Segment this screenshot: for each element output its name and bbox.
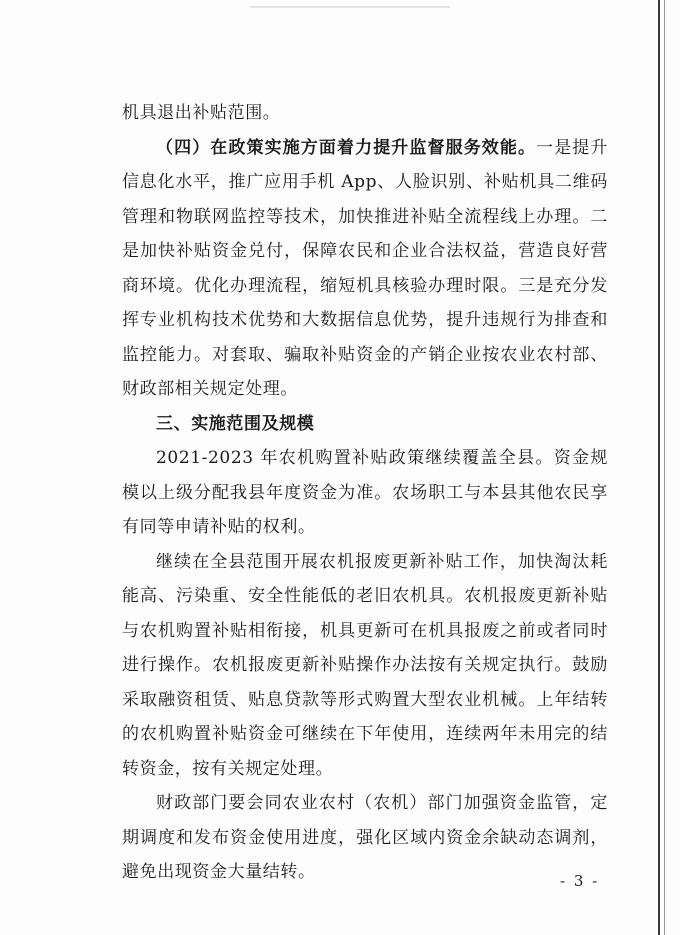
paragraph-text: 2021-2023 年农机购置补贴政策继续覆盖全县。资金规模以上级分配我县年度资金为准。农场职工与本县其他农民享有同等申请补贴的权利。 (122, 448, 608, 537)
paragraph-text: 机具退出补贴范围。 (122, 103, 281, 123)
paragraph-scrap-renewal (122, 545, 608, 787)
binding-edge-line-thin (664, 0, 665, 935)
paragraph-scope (122, 441, 608, 545)
scan-smudge (250, 6, 450, 8)
paragraph-text: 继续在全县范围开展农机报废更新补贴工作，加快淘汰耗能高、污染重、安全性能低的老旧农机具。农机报废更新补贴与农机购置补贴相衔接，机具更新可在机具报废之前或者同时进行操作。农机报废更新补贴操作办法按有关规定执行。鼓励采取融资租赁、贴息贷款等形式购置大型农业机械。上年结转的农机购置补贴资金可继续在下年使用，连续两年未用完的结转资金，按有关规定处理。 (122, 551, 608, 779)
page-number: - 3 - (560, 872, 600, 890)
paragraph-finance (122, 786, 608, 890)
subheading-supervision: （四）在政策实施方面着力提升监督服务效能。 (156, 137, 537, 158)
paragraph-supervision (122, 131, 608, 407)
section-heading: 三、实施范围及规模 (156, 413, 315, 434)
paragraph-text: 财政部门要会同农业农村（农机）部门加强资金监管，定期调度和发布资金使用进度，强化区域内资金余缺动态调剂，避免出现资金大量结转。 (122, 793, 608, 882)
binding-edge-line (658, 0, 660, 935)
paragraph-text: 一是提升信息化水平，推广应用手机 App、人脸识别、补贴机具二维码管理和物联网监控等技术，加快推进补贴全流程线上办理。二是加快补贴资金兑付，保障农民和企业合法权益，营造良好营商环境。优化办理流程，缩短机具核验办理时限。三是充分发挥专业机构技术优势和大数据信息优势，提升违规行为排查和监控能力。对套取、骗取补贴资金的产销企业按农业农村部、财政部相关规定处理。 (122, 137, 608, 399)
paragraph-continuation (122, 96, 608, 131)
document-body (122, 96, 608, 890)
